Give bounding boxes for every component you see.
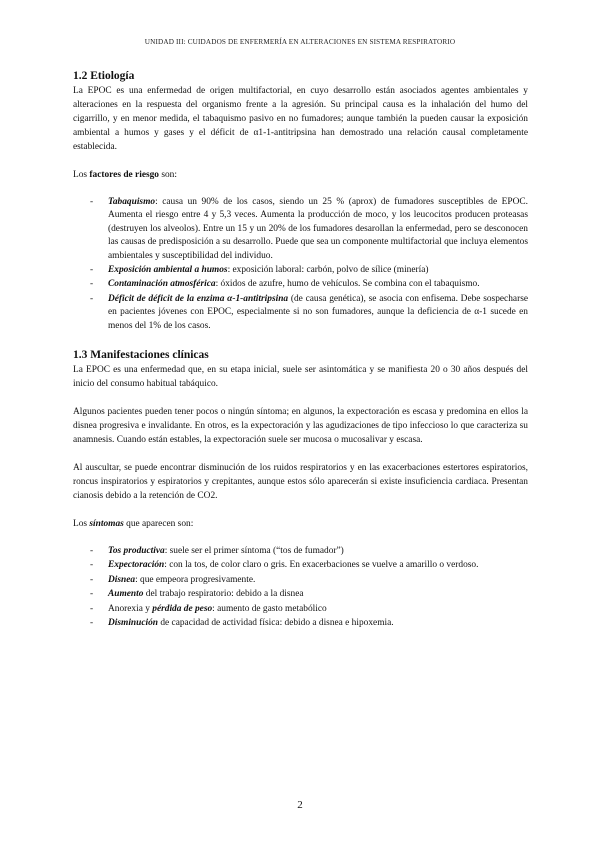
risk-factors-list — [73, 196, 528, 333]
bullet-dash: - — [90, 618, 94, 629]
section-title-manifestaciones: 1.3 Manifestaciones clínicas — [73, 349, 209, 362]
page-number: 2 — [297, 799, 303, 811]
list-item: - Exposición ambiental a humos: exposición laboral: carbón, polvo de sílice (minería) — [73, 264, 528, 277]
bullet-dash: - — [90, 279, 94, 290]
bullet-dash: - — [90, 197, 94, 207]
page-content — [73, 70, 528, 632]
bullet-dash: - — [90, 265, 94, 276]
list-item: - Aumento del trabajo respiratorio: debido a la disnea — [73, 588, 528, 601]
risk-factors-intro: Los factores de riesgo son: — [73, 170, 177, 180]
etiologia-paragraph: La EPOC es una enfermedad de origen multifactorial, en cuyo desarrollo están asociados agentes ambientales y alteraciones en la respuesta del organismo frente a la agresión. Su principal causa es la inhalación del humo del cigarrillo, y en menor medida, el tabaquismo pasivo en no fumadores; aunque también la pueden causar la exposición ambiental a humos y gases y el déficit de α1-1-antitripsina han demostrado una relación causal completamente establecida. — [73, 86, 528, 152]
bullet-dash: - — [90, 560, 94, 571]
bullet-dash: - — [90, 293, 94, 304]
section-title-etiologia: 1.2 Etiología — [73, 70, 135, 82]
bullet-dash: - — [90, 603, 94, 614]
page-header: UNIDAD III: CUIDADOS DE ENFERMERÍA EN ALTERACIONES EN SISTEMA RESPIRATORIO — [144, 38, 456, 46]
bullet-dash: - — [90, 574, 94, 585]
list-item: - Déficit de déficit de la enzima α-1-antitripsina (de causa genética), se asocia con enfisema. Debe sospecharse en pacientes jóvenes con EPOC, especialmente si no son fumadores, aunque la deficiencia de α-1 sucede en menos del 1% de los casos. — [90, 293, 528, 331]
symptoms-list — [73, 545, 528, 630]
manifestaciones-paragraph-2: Algunos pacientes pueden tener pocos o ningún síntoma; en algunos, la expectoración es escasa y predomina en ellos la disnea progresiva e invalidante. En otros, es la expectoración y las agudizaciones de tipo infeccioso lo que caracteriza su anamnesis. Cuando están estables, la expectoración suele ser mucosa o mucosalivar y escasa. — [73, 407, 528, 446]
manifestaciones-paragraph-3: Al auscultar, se puede encontrar disminución de los ruidos respiratorios y en las exacerbaciones estertores espiratorios, roncus inspiratorios y espiratorios y crepitantes, aunque estos sólo aparecerán si existe insuficiencia cardiaca. Presentan cianosis debido a la retención de CO2. — [73, 463, 528, 502]
list-item: - Contaminación atmosférica: óxidos de azufre, humo de vehículos. Se combina con el tabaquismo. — [73, 278, 528, 291]
bullet-dash: - — [90, 589, 94, 600]
list-item: - Expectoración: con la tos, de color claro o gris. En exacerbaciones se vuelve a amarillo o verdoso. — [73, 559, 528, 572]
list-item: - Anorexia y pérdida de peso: aumento de gasto metabólico — [73, 603, 528, 616]
symptoms-intro: Los síntomas que aparecen son: — [73, 519, 194, 530]
list-item: - Tos productiva: suele ser el primer síntoma (“tos de fumador”) — [73, 545, 528, 558]
list-item: - Tabaquismo: causa un 90% de los casos, siendo un 25 % (aprox) de fumadores susceptibles de EPOC. Aumenta el riesgo entre 4 y 5,3 veces. Aumenta la producción de moco, y los leucocitos producen proteasas (destruyen los alveolos). Entre un 15 y un 20% de los fumadores desarollan la enfermedad, pero se desconocen las causas de predisposición a su desarrollo. Puede que sea un componente multifactorial que incluya elementos ambientales y susceptibilidad del individuo. — [90, 197, 528, 261]
list-item: - Disminución de capacidad de actividad física: debido a disnea e hipoxemia. — [73, 617, 528, 630]
manifestaciones-paragraph-1: La EPOC es una enfermedad que, en su etapa inicial, suele ser asintomática y se manifiesta 20 o 30 años después del inicio del consumo habitual tabáquico. — [73, 365, 528, 390]
list-item: - Disnea: que empeora progresivamente. — [73, 574, 528, 587]
bullet-dash: - — [90, 546, 94, 557]
